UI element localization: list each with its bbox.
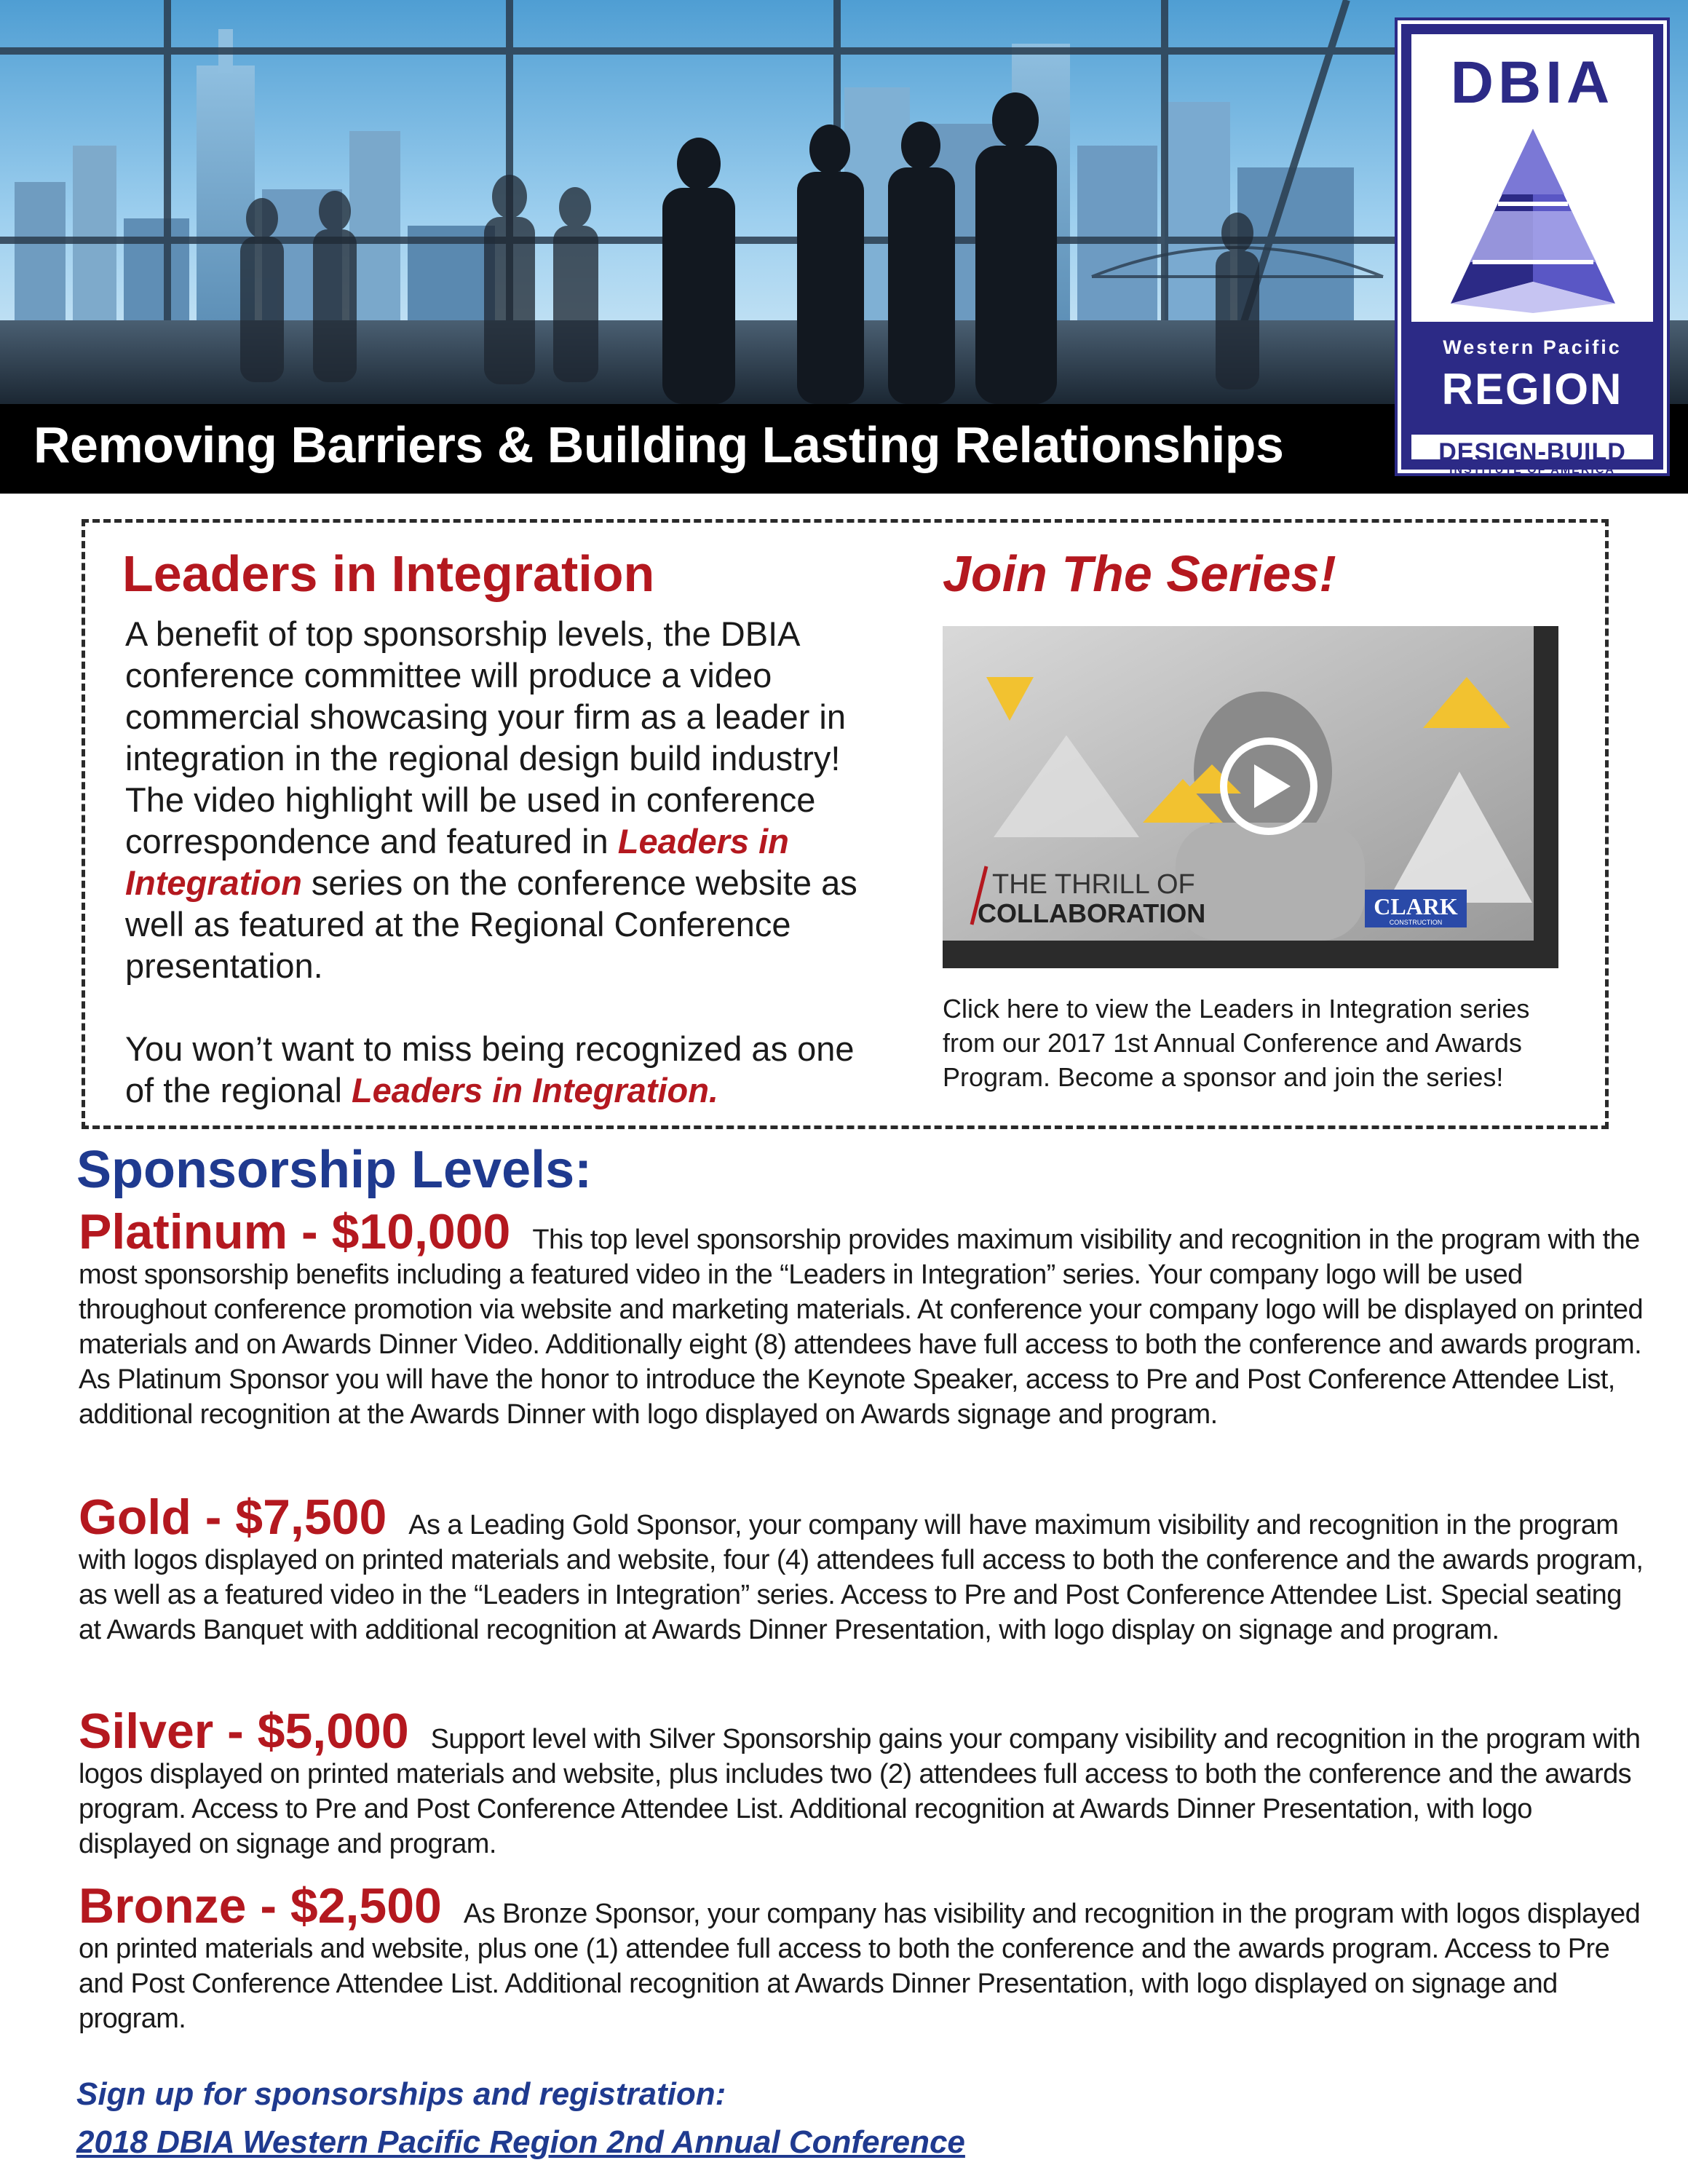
join-series-title: Join The Series! xyxy=(943,545,1336,602)
leaders-description xyxy=(125,613,882,1111)
level-name: Bronze - $2,500 xyxy=(79,1878,442,1934)
video-player[interactable] xyxy=(943,626,1558,968)
signup-heading: Sign up for sponsorships and registration: xyxy=(76,2076,726,2112)
level-silver xyxy=(79,1704,1644,1861)
leaders-emphasis: Leaders in Integration xyxy=(125,822,789,902)
level-description: This top level sponsorship provides maximum visibility and recognition in the program with the most sponsorship benefits including a featured video in the “Leaders in Integration” series. Your company logo will be used throughout conference promotion via website and marketing materials. At conference your company logo will be displayed on printed materials and on Awards Dinner Video. Additionally eight (8) attendees have full access to both the conference and awards program. As Platinum Sponsor you will have the honor to introduce the Keynote Speaker, access to Pre and Post Conference Attendee List, additional recognition at the Awards Dinner with logo displayed on Awards signage and program. xyxy=(79,1224,1643,1430)
logo-design-build: DESIGN-BUILD xyxy=(1438,438,1626,466)
video-brand: CLARK xyxy=(1374,893,1458,919)
leaders-paragraph: A benefit of top sponsorship levels, the DBIA conference committee will produce a video commercial showcasing your firm as a leader in integration in the regional design build industry! The video highlight will be used in conference correspondence and featured in Leaders in Integration series on the conference website as well as featured at the Regional Conference presentation. xyxy=(125,614,857,985)
logo-region: REGION xyxy=(1441,365,1623,414)
video-line1: THE THRILL OF xyxy=(992,869,1195,900)
video-brand-sub: CONSTRUCTION xyxy=(1389,919,1443,926)
pyramid-icon xyxy=(1429,125,1637,314)
logo-dbia-text: DBIA xyxy=(1450,50,1614,116)
logo-institute: INSTITUTE OF AMERICA xyxy=(1449,464,1615,476)
level-bronze xyxy=(79,1878,1644,2036)
video-caption-link[interactable]: Click here to view the Leaders in Integration series from our 2017 1st Annual Conference and Awards Program. Become a sponsor and join the series! xyxy=(943,994,1530,1092)
video-line2: COLLABORATION xyxy=(978,898,1206,928)
dbia-logo xyxy=(1398,20,1667,476)
level-name: Platinum - $10,000 xyxy=(79,1204,511,1259)
leaders-emphasis-2: Leaders in Integration. xyxy=(351,1071,718,1109)
logo-western-pacific: Western Pacific xyxy=(1443,336,1622,358)
sponsorship-heading: Sponsorship Levels: xyxy=(76,1141,593,1199)
level-description: As a Leading Gold Sponsor, your company will have maximum visibility and recognition in the program with logos displayed on printed materials and website, four (4) attendees full access to both the conference and the awards program, as well as a featured video in the “Leaders in Integration” series. Access to Pre and Post Conference Attendee List. Special seating at Awards Banquet with additional recognition at Awards Dinner Presentation, with logo display on signage and program. xyxy=(79,1510,1644,1645)
conference-link[interactable]: 2018 DBIA Western Pacific Region 2nd Annual Conference xyxy=(76,2124,965,2160)
level-description: Support level with Silver Sponsorship gains your company visibility and recognition in the program with logos displayed on printed materials and website, plus includes two (2) attendees full access to both the conference and the awards program. Access to Pre and Post Conference Attendee List. Additional recognition at Awards Dinner Presentation, with logo displayed on signage and program. xyxy=(79,1724,1641,1859)
leaders-paragraph-2: You won’t want to miss being recognized as one of the regional Leaders in Integration. xyxy=(125,1029,855,1109)
level-name: Gold - $7,500 xyxy=(79,1489,387,1545)
logo-region-band xyxy=(1411,322,1653,435)
level-gold xyxy=(79,1489,1644,1647)
video-thumbnail[interactable] xyxy=(943,626,1558,968)
level-name: Silver - $5,000 xyxy=(79,1704,409,1759)
leaders-title: Leaders in Integration xyxy=(122,545,655,602)
level-description: As Bronze Sponsor, your company has visibility and recognition in the program with logos displayed on printed materials and website, plus one (1) attendee full access to both the conference and the awards program. Access to Pre and Post Conference Attendee List. Additional recognition at Awards Dinner Presentation, with logo displayed on signage and program. xyxy=(79,1899,1641,2034)
level-platinum xyxy=(79,1204,1644,1432)
tagline: Removing Barriers & Building Lasting Relationships xyxy=(33,416,1284,473)
